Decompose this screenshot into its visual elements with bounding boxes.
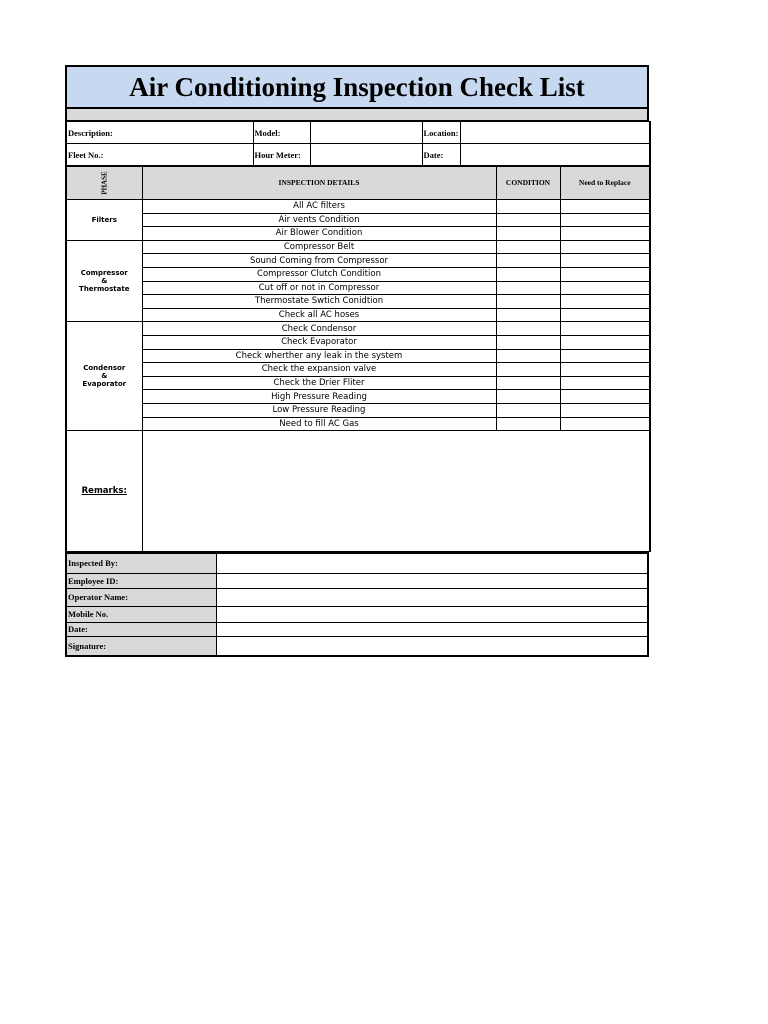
table-row bbox=[66, 349, 650, 363]
condition-header: CONDITION bbox=[496, 167, 560, 200]
replace-cell[interactable] bbox=[560, 200, 650, 214]
inspection-item: Check all AC hoses bbox=[142, 308, 496, 322]
inspection-item: Check wherther any leak in the system bbox=[142, 349, 496, 363]
replace-cell[interactable] bbox=[560, 227, 650, 241]
inspected-by-field[interactable] bbox=[216, 553, 648, 573]
sign-row bbox=[66, 636, 648, 656]
condition-cell[interactable] bbox=[496, 322, 560, 336]
condition-cell[interactable] bbox=[496, 363, 560, 377]
sign-row bbox=[66, 606, 648, 622]
table-row bbox=[66, 335, 650, 349]
table-row bbox=[66, 390, 650, 404]
info-row-1 bbox=[66, 122, 650, 144]
description-label: Description: bbox=[66, 122, 253, 144]
sign-row bbox=[66, 573, 648, 588]
table-row bbox=[66, 363, 650, 377]
condition-cell[interactable] bbox=[496, 281, 560, 295]
phase-group-line: & bbox=[101, 277, 108, 286]
table-row bbox=[66, 417, 650, 431]
operator-name-field[interactable] bbox=[216, 588, 648, 606]
table-row bbox=[66, 281, 650, 295]
replace-cell[interactable] bbox=[560, 403, 650, 417]
phase-group-label bbox=[66, 200, 142, 241]
replace-cell[interactable] bbox=[560, 308, 650, 322]
table-row bbox=[66, 403, 650, 417]
condition-cell[interactable] bbox=[496, 349, 560, 363]
inspection-item: Low Pressure Reading bbox=[142, 403, 496, 417]
condition-cell[interactable] bbox=[496, 390, 560, 404]
model-label: Model: bbox=[253, 122, 310, 144]
replace-cell[interactable] bbox=[560, 240, 650, 254]
condition-cell[interactable] bbox=[496, 254, 560, 268]
table-row bbox=[66, 376, 650, 390]
table-row bbox=[66, 295, 650, 309]
fleet-label: Fleet No.: bbox=[66, 144, 253, 166]
phase-group-line: Compressor bbox=[80, 269, 128, 278]
inspection-item: High Pressure Reading bbox=[142, 390, 496, 404]
sign-row bbox=[66, 553, 648, 573]
signature-field[interactable] bbox=[216, 636, 648, 656]
table-row bbox=[66, 267, 650, 281]
condition-cell[interactable] bbox=[496, 295, 560, 309]
sign-row bbox=[66, 622, 648, 636]
page-title: Air Conditioning Inspection Check List bbox=[65, 65, 649, 109]
phase-group-line: & bbox=[101, 372, 108, 381]
replace-cell[interactable] bbox=[560, 417, 650, 431]
employee-id-label: Employee ID: bbox=[66, 573, 216, 588]
date-label: Date: bbox=[422, 144, 460, 166]
condition-cell[interactable] bbox=[496, 417, 560, 431]
inspection-item: Sound Coming from Compressor bbox=[142, 254, 496, 268]
condition-cell[interactable] bbox=[496, 403, 560, 417]
table-row bbox=[66, 240, 650, 254]
inspected-by-label: Inspected By: bbox=[66, 553, 216, 573]
hour-meter-field[interactable] bbox=[310, 144, 422, 166]
replace-cell[interactable] bbox=[560, 267, 650, 281]
replace-cell[interactable] bbox=[560, 254, 650, 268]
sign-row bbox=[66, 588, 648, 606]
phase-group-line: Evaporator bbox=[82, 380, 127, 389]
replace-cell[interactable] bbox=[560, 295, 650, 309]
operator-name-label: Operator Name: bbox=[66, 588, 216, 606]
inspection-table bbox=[65, 166, 651, 552]
condition-cell[interactable] bbox=[496, 240, 560, 254]
condition-cell[interactable] bbox=[496, 267, 560, 281]
inspection-sheet bbox=[65, 65, 649, 657]
remarks-field[interactable] bbox=[142, 431, 650, 552]
inspection-item: Compressor Belt bbox=[142, 240, 496, 254]
condition-cell[interactable] bbox=[496, 308, 560, 322]
location-field[interactable] bbox=[460, 122, 650, 144]
phase-group-line: Thermostate bbox=[79, 285, 130, 294]
replace-cell[interactable] bbox=[560, 376, 650, 390]
sign-off-table bbox=[65, 552, 649, 657]
inspection-body bbox=[66, 200, 650, 431]
inspection-item: Need to fill AC Gas bbox=[142, 417, 496, 431]
model-field[interactable] bbox=[310, 122, 422, 144]
replace-cell[interactable] bbox=[560, 349, 650, 363]
inspection-item: Check the Drier Fliter bbox=[142, 376, 496, 390]
condition-cell[interactable] bbox=[496, 227, 560, 241]
phase-group-line: Condensor bbox=[83, 364, 126, 373]
phase-group-label bbox=[66, 322, 142, 431]
table-row bbox=[66, 254, 650, 268]
date-field[interactable] bbox=[460, 144, 650, 166]
condition-cell[interactable] bbox=[496, 376, 560, 390]
table-row bbox=[66, 308, 650, 322]
inspection-item: Check Evaporator bbox=[142, 335, 496, 349]
replace-cell[interactable] bbox=[560, 281, 650, 295]
replace-cell[interactable] bbox=[560, 335, 650, 349]
sign-date-field[interactable] bbox=[216, 622, 648, 636]
spacer-bar bbox=[65, 109, 649, 121]
phase-group-line: Filters bbox=[91, 215, 117, 224]
table-row bbox=[66, 213, 650, 227]
remarks-row bbox=[66, 431, 650, 552]
condition-cell[interactable] bbox=[496, 335, 560, 349]
table-row bbox=[66, 322, 650, 336]
inspection-item: Air Blower Condition bbox=[142, 227, 496, 241]
table-row bbox=[66, 227, 650, 241]
inspection-item: All AC filters bbox=[142, 200, 496, 214]
inspection-item: Compressor Clutch Condition bbox=[142, 267, 496, 281]
employee-id-field[interactable] bbox=[216, 573, 648, 588]
sign-date-label: Date: bbox=[66, 622, 216, 636]
condition-cell[interactable] bbox=[496, 213, 560, 227]
inspection-item: Check Condensor bbox=[142, 322, 496, 336]
mobile-no-label: Mobile No. bbox=[66, 606, 216, 622]
phase-group-label bbox=[66, 240, 142, 322]
signature-label: Signature: bbox=[66, 636, 216, 656]
replace-cell[interactable] bbox=[560, 390, 650, 404]
replace-cell[interactable] bbox=[560, 213, 650, 227]
inspection-item: Cut off or not in Compressor bbox=[142, 281, 496, 295]
inspection-header-row bbox=[66, 167, 650, 200]
inspection-item: Air vents Condition bbox=[142, 213, 496, 227]
info-table bbox=[65, 121, 651, 166]
inspection-item: Thermostate Swtich Conidtion bbox=[142, 295, 496, 309]
phase-header: PHASE bbox=[66, 167, 142, 200]
replace-cell[interactable] bbox=[560, 363, 650, 377]
location-label: Location: bbox=[422, 122, 460, 144]
info-row-2 bbox=[66, 144, 650, 166]
inspection-item: Check the expansion valve bbox=[142, 363, 496, 377]
details-header: INSPECTION DETAILS bbox=[142, 167, 496, 200]
hour-meter-label: Hour Meter: bbox=[253, 144, 310, 166]
condition-cell[interactable] bbox=[496, 200, 560, 214]
remarks-label: Remarks: bbox=[66, 431, 142, 552]
table-row bbox=[66, 200, 650, 214]
replace-header: Need to Replace bbox=[560, 167, 650, 200]
mobile-no-field[interactable] bbox=[216, 606, 648, 622]
replace-cell[interactable] bbox=[560, 322, 650, 336]
